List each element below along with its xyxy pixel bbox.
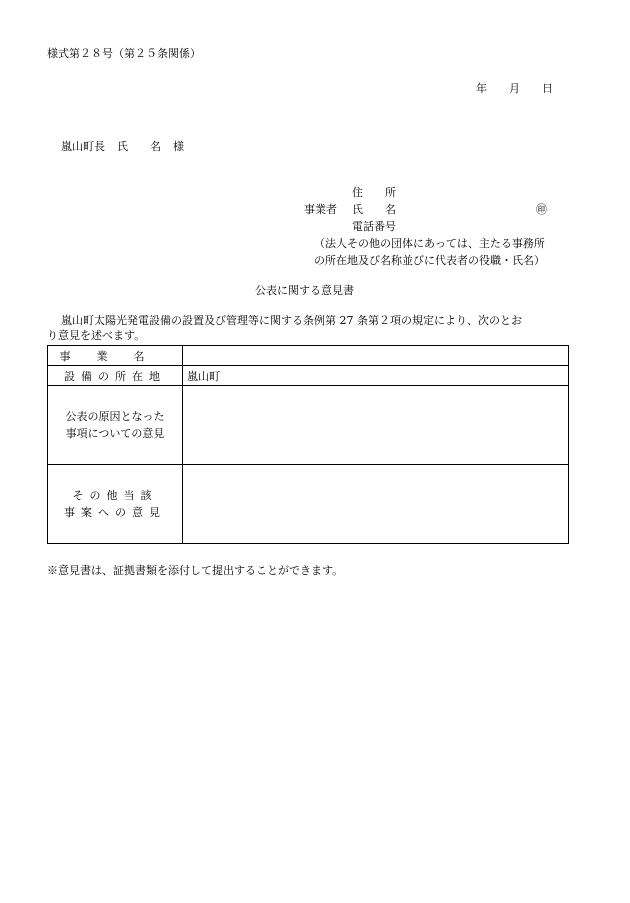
opinion-form-table: [47, 345, 569, 544]
intro-line1: 嵐山町太陽光発電設備の設置及び管理等に関する条例第 27 条第２項の規定により、次のとお: [61, 314, 522, 327]
table-row-business-name: [48, 346, 569, 366]
cause-opinion-value[interactable]: [183, 386, 569, 465]
addressee-name-part2: 名: [150, 140, 161, 153]
other-opinion-label: その他当該 事案への意見: [48, 465, 183, 544]
submitter-phone-label: 電話番号: [352, 220, 396, 233]
submitter-name-label: 氏 名: [352, 203, 396, 216]
addressee-name-part1: 氏: [117, 140, 128, 153]
submitter-label: 事業者: [304, 203, 337, 216]
date-line: [476, 82, 553, 95]
submitter-address-label: 住 所: [352, 186, 396, 199]
table-row-facility-location: [48, 366, 569, 386]
date-year-label: 年: [476, 82, 487, 95]
other-opinion-value[interactable]: [183, 465, 569, 544]
footnote: ※意見書は、証拠書類を添付して提出することができます。: [47, 564, 344, 577]
corporate-note-line2: の所在地及び名称並びに代表者の役職・氏名）: [314, 254, 545, 267]
cause-opinion-label: 公表の原因となった 事項についての意見: [48, 386, 183, 465]
document-title: 公表に関する意見書: [255, 284, 354, 297]
table-row-other-opinion: [48, 465, 569, 544]
facility-location-label: 設備の所在地: [48, 366, 183, 386]
table-row-cause-opinion: [48, 386, 569, 465]
addressee-office: 嵐山町長: [61, 140, 105, 153]
addressee: [61, 140, 184, 153]
business-name-label: 事業名: [48, 346, 183, 366]
date-day-label: 日: [542, 82, 553, 95]
seal-mark: ㊞: [536, 203, 547, 216]
corporate-note-line1: （法人その他の団体にあっては、主たる事務所: [314, 237, 545, 250]
form-number: 様式第２８号（第２５条関係）: [47, 47, 201, 60]
facility-location-value[interactable]: 嵐山町: [183, 366, 569, 386]
business-name-value[interactable]: [183, 346, 569, 366]
addressee-honorific: 様: [173, 140, 184, 153]
intro-line2: り意見を述べます。: [47, 329, 146, 342]
date-month-label: 月: [509, 82, 520, 95]
